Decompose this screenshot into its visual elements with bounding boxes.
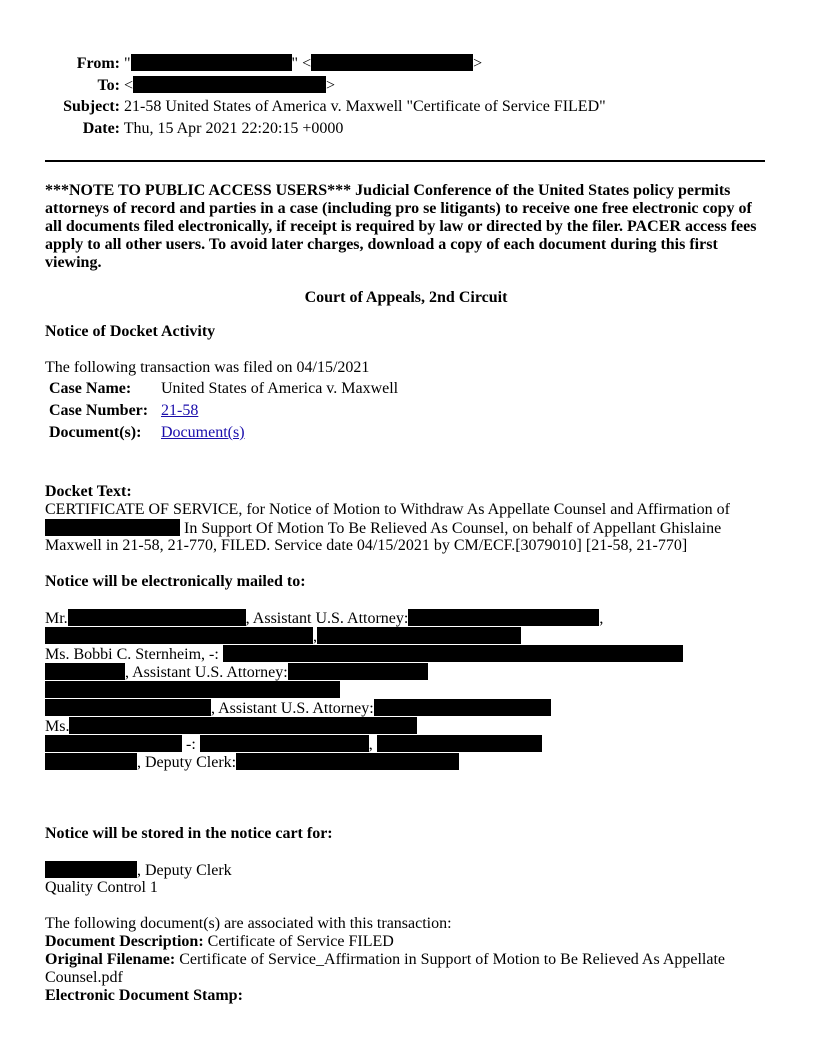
doc-description-value: Certificate of Service FILED (203, 933, 394, 950)
to-angle-open: < (124, 77, 134, 94)
case-name-value: United States of America v. Maxwell (161, 380, 399, 397)
redaction-stored-deputy-name (45, 861, 137, 878)
from-quote-close: " < (291, 55, 312, 72)
mailed-line-1 (45, 609, 603, 628)
redaction-recipient-1-email-2 (45, 627, 313, 644)
transaction-filed-text: The following transaction was filed on 04/15/2021 (45, 359, 370, 376)
stored-qc: Quality Control 1 (45, 879, 158, 896)
redaction-recipient-2-email-2 (45, 681, 340, 698)
mailed-line-6 (45, 699, 551, 718)
mailed-line-9 (45, 753, 459, 772)
to-row (60, 76, 335, 95)
redaction-from-name (131, 54, 292, 71)
mailed-deputy: , Deputy Clerk: (137, 754, 237, 771)
filename-row (45, 951, 725, 969)
court-name: Court of Appeals, 2nd Circuit (304, 289, 508, 306)
transaction-table (45, 380, 402, 446)
docket-text-label: Docket Text: (45, 483, 132, 500)
case-name-label: Case Name: (49, 380, 132, 397)
docket-text-line-3: Maxwell in 21-58, 21-770, FILED. Service date 04/15/2021 by CM/ECF.[3079010] [21-58, 21-770] (45, 537, 688, 554)
case-name-row (45, 380, 402, 402)
filename-value: Certificate of Service_Affirmation in Support of Motion to Be Relieved As Appellate (175, 951, 726, 968)
stored-title: Notice will be stored in the notice cart for: (45, 825, 333, 842)
mailed-title: Notice will be electronically mailed to: (45, 573, 306, 590)
redaction-recipient-2-name (45, 663, 125, 680)
mailed-comma-3: , (368, 736, 373, 753)
stored-deputy: , Deputy Clerk (137, 862, 232, 879)
from-angle-close: > (473, 55, 483, 72)
redaction-recipient-3-name (45, 699, 211, 716)
docket-text-line-2 (45, 519, 721, 538)
date-label: Date: (82, 120, 120, 137)
from-row (60, 54, 482, 73)
to-angle-close: > (326, 77, 336, 94)
docket-text-line-2-text: In Support Of Motion To Be Relieved As Counsel, on behalf of Appellant Ghislaine (180, 520, 722, 537)
redaction-deputy-email (236, 753, 459, 770)
stamp-label: Electronic Document Stamp: (45, 987, 243, 1004)
case-number-label: Case Number: (49, 402, 149, 419)
docket-activity-title: Notice of Docket Activity (45, 323, 216, 340)
public-notice-line-4: apply to all other users. To avoid later charges, download a copy of each document during this first (45, 236, 718, 253)
subject-value: 21-58 United States of America v. Maxwell "Certificate of Service FILED" (124, 98, 606, 115)
redaction-deputy-name (45, 753, 137, 770)
mailed-ausa-3: , Assistant U.S. Attorney: (211, 700, 374, 717)
case-number-row (45, 402, 402, 424)
mailed-sternheim: Ms. Bobbi C. Sternheim, -: (45, 646, 219, 663)
mailed-line-2 (45, 627, 521, 646)
filename-label: Original Filename: (45, 951, 176, 968)
header-divider (45, 160, 765, 162)
from-quote-open: " (124, 55, 131, 72)
redaction-recipient-4-email (200, 735, 369, 752)
doc-description-row (45, 933, 394, 951)
case-number-link[interactable]: 21-58 (161, 402, 199, 419)
redaction-recipient-3-email (374, 699, 551, 716)
mailed-mr-prefix: Mr. (45, 610, 68, 627)
mailed-line-4 (45, 663, 428, 682)
doc-description-label: Document Description: (45, 933, 204, 950)
redaction-recipient-2-email (288, 663, 428, 680)
associated-intro: The following document(s) are associated with this transaction: (45, 915, 452, 932)
mailed-comma-1: , (599, 610, 604, 627)
docket-text-line-1: CERTIFICATE OF SERVICE, for Notice of Motion to Withdraw As Appellate Counsel and Affirmation of (45, 501, 730, 518)
redaction-from-email (311, 54, 473, 71)
mailed-line-5 (45, 681, 340, 700)
documents-row (45, 424, 402, 446)
from-label: From: (76, 55, 120, 72)
stored-line-1 (45, 861, 232, 880)
filename-cont: Counsel.pdf (45, 969, 123, 986)
mailed-dash: -: (186, 736, 196, 753)
redaction-to-email (133, 76, 326, 93)
public-notice-line-2: attorneys of record and parties in a case (including pro se litigants) to receive one free electronic copy of (45, 200, 752, 217)
mailed-line-3 (45, 645, 683, 664)
redaction-recipient-4-email-2 (377, 735, 542, 752)
mailed-ms-prefix: Ms. (45, 718, 70, 735)
public-notice-line-5: viewing. (45, 254, 102, 271)
mailed-line-7 (45, 717, 417, 736)
redaction-recipient-1-email-3 (317, 627, 521, 644)
subject-row (60, 98, 606, 116)
redaction-recipient-1-email (408, 609, 599, 626)
redaction-sternheim-email (223, 645, 683, 662)
date-value: Thu, 15 Apr 2021 22:20:15 +0000 (123, 120, 344, 137)
redaction-recipient-4-name (69, 717, 417, 734)
to-label: To: (97, 77, 120, 94)
mailed-comma-2: , (313, 628, 317, 645)
date-row (60, 120, 343, 138)
documents-link[interactable]: Document(s) (161, 424, 245, 441)
mailed-line-8 (45, 735, 542, 754)
documents-label: Document(s): (49, 424, 142, 441)
redaction-recipient-4-name-2 (45, 735, 182, 752)
mailed-ausa-1: , Assistant U.S. Attorney: (245, 610, 409, 627)
mailed-ausa-2: , Assistant U.S. Attorney: (125, 664, 288, 681)
public-notice-line-3: all documents filed electronically, if receipt is required by law or directed by the filer. PACER access fees (45, 218, 757, 235)
public-notice-line-1: ***NOTE TO PUBLIC ACCESS USERS*** Judicial Conference of the United States policy permits (45, 182, 731, 199)
subject-label: Subject: (63, 98, 120, 115)
redaction-docket-name (45, 519, 180, 536)
redaction-recipient-1-name (68, 609, 246, 626)
